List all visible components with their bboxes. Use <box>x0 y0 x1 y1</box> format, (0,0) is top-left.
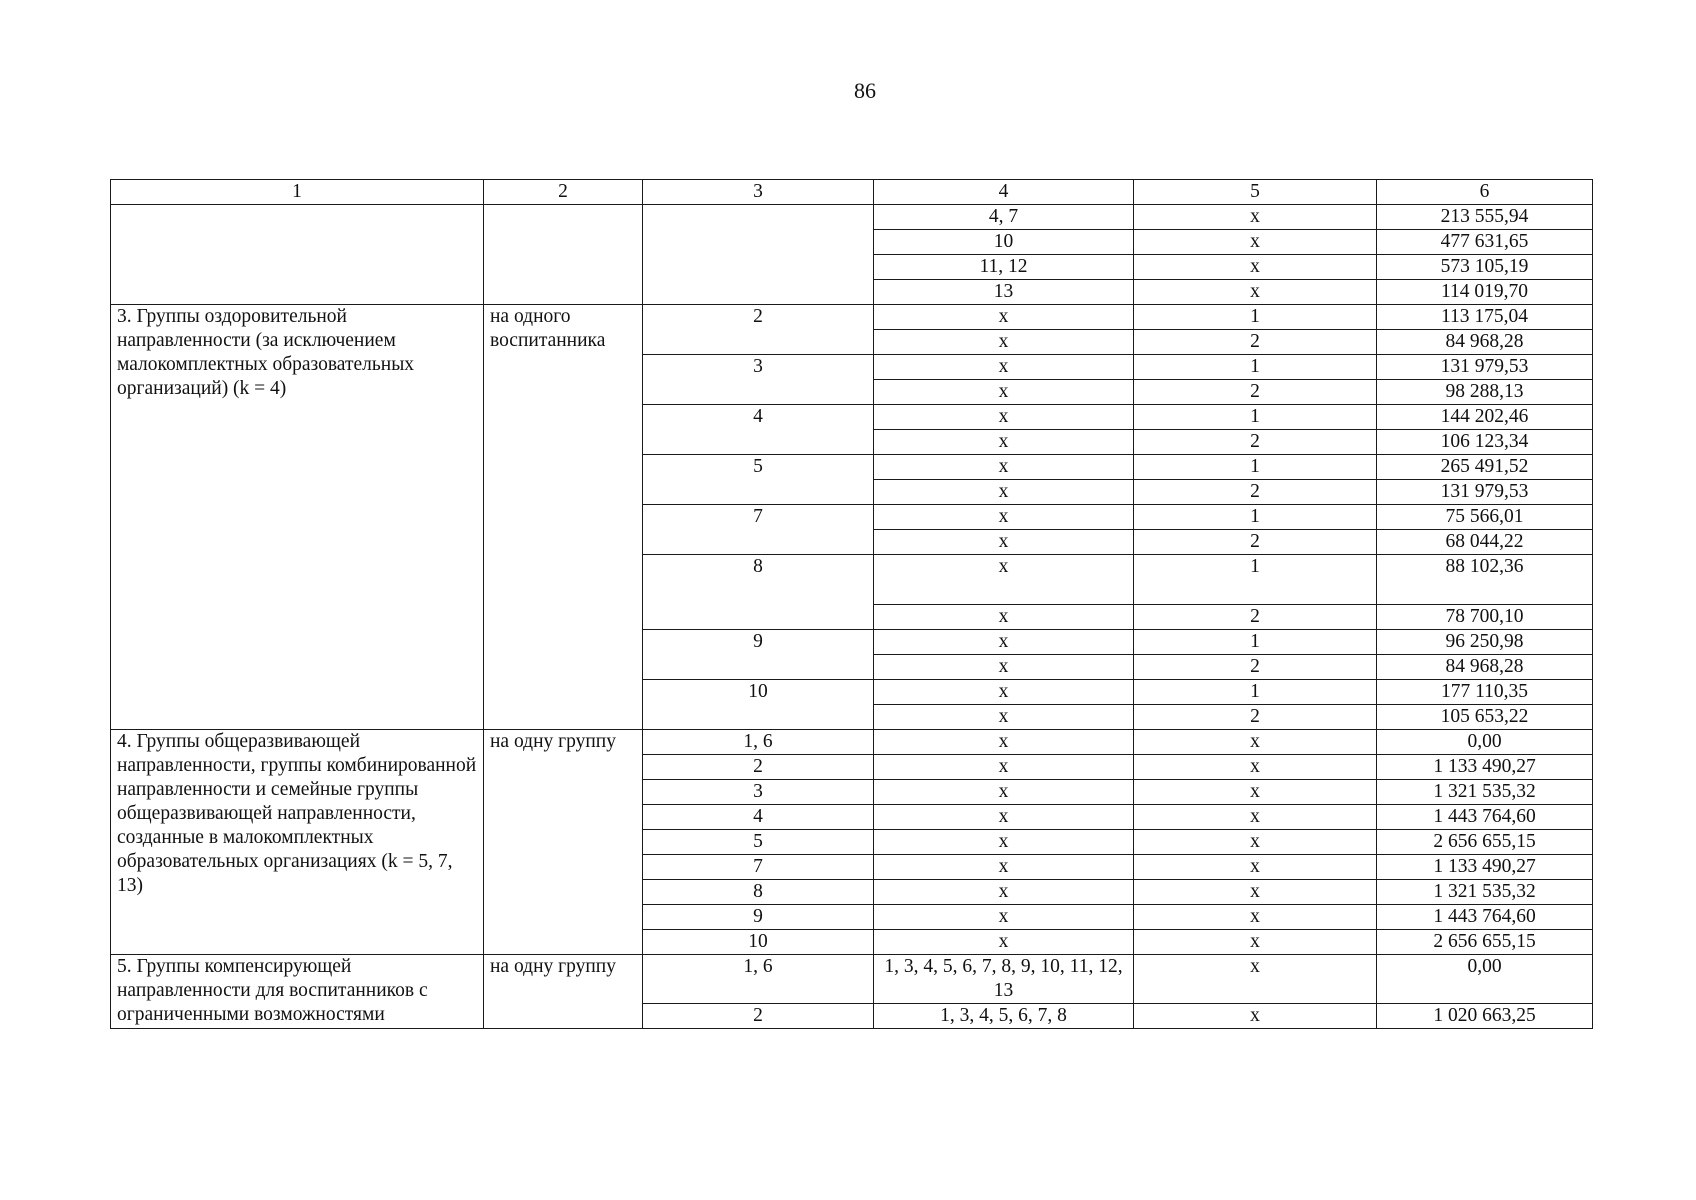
cell-c5: х <box>1134 905 1377 930</box>
cell-c3: 8 <box>643 555 874 630</box>
cell-c6: 114 019,70 <box>1377 280 1593 305</box>
cell-c5: х <box>1134 830 1377 855</box>
group-label: 5. Группы компенсирующей направленности для воспитанников с ограниченными возможностями <box>111 955 484 1029</box>
cell-c6: 1 133 490,27 <box>1377 755 1593 780</box>
cell-c4: х <box>874 380 1134 405</box>
cell-c5: 1 <box>1134 630 1377 655</box>
cell-c4: х <box>874 705 1134 730</box>
column-number: 5 <box>1134 180 1377 205</box>
cell-c4: х <box>874 330 1134 355</box>
cell-c5: 2 <box>1134 430 1377 455</box>
cell-c6: 1 321 535,32 <box>1377 880 1593 905</box>
cell-c4: 1, 3, 4, 5, 6, 7, 8 <box>874 1004 1134 1029</box>
cell-c5: 1 <box>1134 405 1377 430</box>
cell-c4: х <box>874 780 1134 805</box>
cell-c6: 106 123,34 <box>1377 430 1593 455</box>
column-number: 4 <box>874 180 1134 205</box>
cell-c6: 84 968,28 <box>1377 655 1593 680</box>
cell-c6: 88 102,36 <box>1377 555 1593 605</box>
cell-c3: 3 <box>643 355 874 405</box>
cell-c4: 4, 7 <box>874 205 1134 230</box>
table-row <box>111 955 1593 1004</box>
cell-c6: 1 133 490,27 <box>1377 855 1593 880</box>
cell-c4: 10 <box>874 230 1134 255</box>
cell-c5: х <box>1134 755 1377 780</box>
cell-c3: 10 <box>643 930 874 955</box>
cell-c5: х <box>1134 780 1377 805</box>
group-label: 3. Группы оздоровительной направленности (за исключением малокомплектных образовательных организаций) (k = 4) <box>111 305 484 730</box>
cell-c6: 1 443 764,60 <box>1377 805 1593 830</box>
cell-c3: 2 <box>643 305 874 355</box>
cell-c3: 2 <box>643 1004 874 1029</box>
cell-c3: 4 <box>643 405 874 455</box>
cell-c6: 573 105,19 <box>1377 255 1593 280</box>
cell-c3: 5 <box>643 830 874 855</box>
cell-c3: 7 <box>643 855 874 880</box>
cell-c4: х <box>874 630 1134 655</box>
cell-c5: х <box>1134 930 1377 955</box>
page-number: 86 <box>854 78 876 103</box>
cell-c6: 78 700,10 <box>1377 605 1593 630</box>
cell-c3: 1, 6 <box>643 730 874 755</box>
cell-c6: 213 555,94 <box>1377 205 1593 230</box>
unit-label: на одного воспитанника <box>484 305 643 730</box>
cell-c5: 2 <box>1134 480 1377 505</box>
cell-c6: 68 044,22 <box>1377 530 1593 555</box>
cell-c6: 144 202,46 <box>1377 405 1593 430</box>
cell-c6: 2 656 655,15 <box>1377 830 1593 855</box>
cell-c5: х <box>1134 230 1377 255</box>
cell-c6: 131 979,53 <box>1377 355 1593 380</box>
column-number: 2 <box>484 180 643 205</box>
cell-c5: 2 <box>1134 605 1377 630</box>
unit-label: на одну группу <box>484 955 643 1029</box>
cell-c5: 2 <box>1134 530 1377 555</box>
cell-c4: х <box>874 655 1134 680</box>
cell-c3: 3 <box>643 780 874 805</box>
cell-c3: 2 <box>643 755 874 780</box>
cell-c4: х <box>874 355 1134 380</box>
cell-c6: 1 020 663,25 <box>1377 1004 1593 1029</box>
cell-c6: 2 656 655,15 <box>1377 930 1593 955</box>
cell-c4: х <box>874 555 1134 605</box>
cell-c4: х <box>874 905 1134 930</box>
table-row <box>111 305 1593 330</box>
cell-c5: х <box>1134 855 1377 880</box>
cell-c4: х <box>874 930 1134 955</box>
cell-c4: 13 <box>874 280 1134 305</box>
cell-c3: 7 <box>643 505 874 555</box>
cell-c5: х <box>1134 730 1377 755</box>
cell-c3: 1, 6 <box>643 955 874 1004</box>
cell-c4: х <box>874 830 1134 855</box>
cell-c4: х <box>874 480 1134 505</box>
cell-c6: 75 566,01 <box>1377 505 1593 530</box>
cell-c5: х <box>1134 1004 1377 1029</box>
column-number: 3 <box>643 180 874 205</box>
cell-c5: 2 <box>1134 380 1377 405</box>
cell-c3: 9 <box>643 630 874 680</box>
cell-c5: 1 <box>1134 680 1377 705</box>
cell-c4: х <box>874 305 1134 330</box>
cell-c6: 96 250,98 <box>1377 630 1593 655</box>
cell-c5: 1 <box>1134 455 1377 480</box>
column-number: 1 <box>111 180 484 205</box>
cell-c4: х <box>874 530 1134 555</box>
table-row <box>111 730 1593 755</box>
cell-c6: 98 288,13 <box>1377 380 1593 405</box>
tariff-table <box>110 179 1593 1029</box>
cell-c6: 177 110,35 <box>1377 680 1593 705</box>
cell-c6: 1 443 764,60 <box>1377 905 1593 930</box>
cell-c5: 1 <box>1134 555 1377 605</box>
empty-cell <box>643 205 874 305</box>
cell-c4: х <box>874 730 1134 755</box>
cell-c5: х <box>1134 880 1377 905</box>
column-number: 6 <box>1377 180 1593 205</box>
cell-c4: х <box>874 855 1134 880</box>
cell-c3: 8 <box>643 880 874 905</box>
cell-c5: 1 <box>1134 355 1377 380</box>
cell-c6: 0,00 <box>1377 955 1593 1004</box>
empty-cell <box>484 205 643 305</box>
cell-c5: х <box>1134 805 1377 830</box>
unit-label: на одну группу <box>484 730 643 955</box>
cell-c6: 131 979,53 <box>1377 480 1593 505</box>
table-row <box>111 205 1593 230</box>
cell-c6: 477 631,65 <box>1377 230 1593 255</box>
cell-c6: 113 175,04 <box>1377 305 1593 330</box>
cell-c5: 2 <box>1134 330 1377 355</box>
cell-c4: х <box>874 455 1134 480</box>
cell-c4: х <box>874 880 1134 905</box>
cell-c6: 84 968,28 <box>1377 330 1593 355</box>
cell-c6: 1 321 535,32 <box>1377 780 1593 805</box>
cell-c5: х <box>1134 255 1377 280</box>
cell-c4: х <box>874 755 1134 780</box>
cell-c5: х <box>1134 955 1377 1004</box>
cell-c3: 10 <box>643 680 874 730</box>
cell-c6: 265 491,52 <box>1377 455 1593 480</box>
cell-c5: 2 <box>1134 705 1377 730</box>
empty-cell <box>111 205 484 305</box>
cell-c5: 2 <box>1134 655 1377 680</box>
cell-c4: х <box>874 505 1134 530</box>
cell-c6: 0,00 <box>1377 730 1593 755</box>
cell-c6: 105 653,22 <box>1377 705 1593 730</box>
cell-c5: х <box>1134 205 1377 230</box>
cell-c4: х <box>874 405 1134 430</box>
cell-c3: 9 <box>643 905 874 930</box>
cell-c4: 1, 3, 4, 5, 6, 7, 8, 9, 10, 11, 12, 13 <box>874 955 1134 1004</box>
cell-c5: х <box>1134 280 1377 305</box>
cell-c3: 4 <box>643 805 874 830</box>
cell-c4: 11, 12 <box>874 255 1134 280</box>
cell-c5: 1 <box>1134 305 1377 330</box>
cell-c3: 5 <box>643 455 874 505</box>
cell-c4: х <box>874 680 1134 705</box>
cell-c4: х <box>874 430 1134 455</box>
cell-c5: 1 <box>1134 505 1377 530</box>
cell-c4: х <box>874 605 1134 630</box>
group-label: 4. Группы общеразвивающей направленности, группы комбинированной направленности и семейные группы общеразвивающей направленности, созданные в малокомплектных образовательных организациях (k = 5, 7, 13) <box>111 730 484 955</box>
cell-c4: х <box>874 805 1134 830</box>
column-number-row <box>111 180 1593 205</box>
